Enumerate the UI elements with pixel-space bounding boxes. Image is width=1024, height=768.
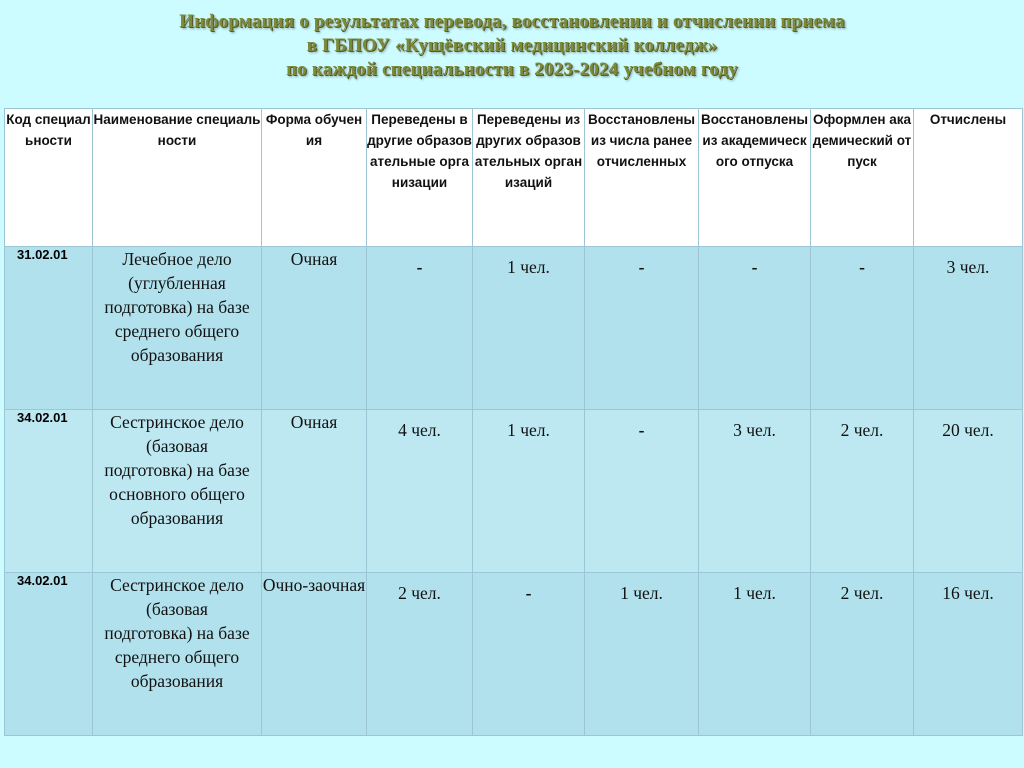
cell-restored-expelled: - (585, 410, 699, 573)
cell-transferred-in: 1 чел. (473, 247, 585, 410)
cell-expelled: 16 чел. (914, 573, 1023, 736)
cell-name: Лечебное дело (углубленная подготовка) на базе среднего общего образования (93, 247, 262, 410)
table-row (5, 573, 1023, 736)
cell-form: Очно-заочная (262, 573, 367, 736)
header-restored-expelled: Восстановлены из числа ранее отчисленных (585, 109, 699, 247)
title-line-3: по каждой специальности в 2023-2024 учебном году (286, 59, 738, 80)
header-expelled: Отчислены (914, 109, 1023, 247)
cell-transferred-out: 2 чел. (367, 573, 473, 736)
header-academic-leave: Оформлен академический отпуск (811, 109, 914, 247)
cell-code: 31.02.01 (5, 247, 93, 410)
cell-restored-academic: 3 чел. (699, 410, 811, 573)
results-table (4, 108, 1023, 736)
cell-name: Сестринское дело (базовая подготовка) на базе основного общего образования (93, 410, 262, 573)
cell-transferred-out: 4 чел. (367, 410, 473, 573)
page-title (0, 10, 1024, 82)
table-row (5, 247, 1023, 410)
cell-expelled: 20 чел. (914, 410, 1023, 573)
cell-academic-leave: 2 чел. (811, 573, 914, 736)
cell-restored-expelled: - (585, 247, 699, 410)
cell-form: Очная (262, 410, 367, 573)
cell-restored-academic: 1 чел. (699, 573, 811, 736)
cell-restored-expelled: 1 чел. (585, 573, 699, 736)
cell-academic-leave: - (811, 247, 914, 410)
header-form: Форма обучения (262, 109, 367, 247)
cell-expelled: 3 чел. (914, 247, 1023, 410)
header-transferred-in: Переведены из других образовательных организаций (473, 109, 585, 247)
header-code: Код специальности (5, 109, 93, 247)
cell-transferred-out: - (367, 247, 473, 410)
cell-restored-academic: - (699, 247, 811, 410)
cell-name: Сестринское дело (базовая подготовка) на базе среднего общего образования (93, 573, 262, 736)
cell-code: 34.02.01 (5, 573, 93, 736)
cell-transferred-in: - (473, 573, 585, 736)
table-header-row (5, 109, 1023, 247)
header-restored-academic: Восстановлены из академического отпуска (699, 109, 811, 247)
header-transferred-out: Переведены в другие образовательные организации (367, 109, 473, 247)
cell-form: Очная (262, 247, 367, 410)
header-name: Наименование специальности (93, 109, 262, 247)
cell-transferred-in: 1 чел. (473, 410, 585, 573)
cell-code: 34.02.01 (5, 410, 93, 573)
table-row (5, 410, 1023, 573)
title-line-1: Информация о результатах перевода, восстановлении и отчислении приема (179, 11, 845, 32)
cell-academic-leave: 2 чел. (811, 410, 914, 573)
title-line-2: в ГБПОУ «Кущёвский медицинский колледж» (306, 35, 718, 56)
